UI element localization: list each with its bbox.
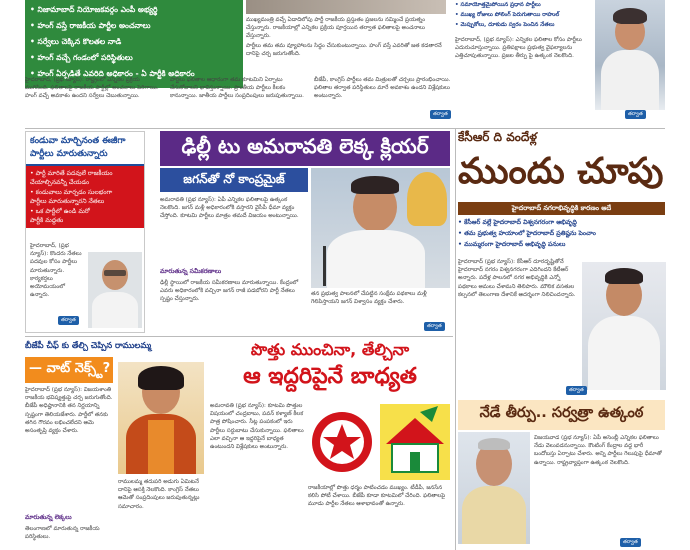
top-right-article: హైదరాబాద్, (ప్రభ న్యూస్): ఎన్నికల ఫలితాల కోసం పార్టీలు ఎదురుచూస్తున్నాయి. ప్రతిపక్షాలు ప్రభుత్వ వైఫల్యాలను ఎత్తిచూపుతున్నాయి. ప్రజల తీర్పు పై ఉత్కంఠ నెలకొంది. — [455, 37, 582, 60]
kanduva-bullet: పార్టీలు మారుతున్నారని నేతలు — [30, 198, 105, 206]
bjp-article-2: తెలంగాణలో మారుతున్న రాజకీయ పరిస్థితులు. — [25, 526, 100, 541]
column-divider — [455, 128, 456, 550]
pottu-article-col1: అమరావతి (ప్రభ న్యూస్): కూటమి పొత్తుల విషయంలో చంద్రబాబు, పవన్ కళ్యాణ్ కీలక పాత్ర పోషించారు. సీట్ల పంపకంలో ఇరు పార్టీలు సర్దుబాటు చేసుకున్నాయి. ఫలితాలు ఎలా వచ్చినా ఆ ఇద్దరిపైనే బాధ్యత ఉంటుందని విశ్లేషకులు అంటున్నారు. — [210, 403, 304, 451]
venkaiah-photo — [88, 252, 142, 328]
kcr-kicker: కేసీఆర్ ది వందేళ్ల — [458, 130, 538, 144]
pottu-headline-1: పొత్తు ముంచినా, తేల్చినా — [250, 340, 410, 359]
rahul-photo — [595, 0, 665, 110]
kcr-strap-bar — [458, 202, 665, 215]
bjp-headline-bar — [25, 357, 113, 383]
top-bullet: • సర్వేలు చెక్కిన కొలతల నాడి — [30, 37, 122, 46]
kanduva-bullet: • ఒక పార్టీలో ఉండి మరో — [30, 207, 90, 215]
kanduva-box — [25, 131, 145, 333]
kanduva-bullet: చేయాల్సినవన్నీ చేయడం — [30, 179, 90, 187]
top-bullet: • హంగ్ వచ్చే గండంలో పరిస్థితులు — [30, 53, 133, 62]
row-divider — [25, 336, 453, 337]
top-center-article: ముఖ్యమంత్రి వచ్చే ఏడాదిలోపు పార్టీ రాజకీయ ప్రస్తుతం ప్రజలను నమ్మించే ప్రయత్నం చేస్తున్నారు. రాజకీయాల్లో ఎన్నికల ప్రక్రియ పూర్తయిన తర్వాత ఫలితాలపై అంచనాలు వేస్తున్నారు. పార్టీలు తమ తమ వ్యూహాలను సిద్ధం చేసుకుంటున్నాయి. హంగ్ వస్తే ఎవరితో జత కడతారనే దానిపై చర్చ జరుగుతోంది. — [246, 0, 446, 92]
kanduva-bullet: పార్టీకి మద్దతు — [30, 217, 64, 225]
ktr-photo — [582, 262, 666, 390]
kcr-bullets — [458, 217, 665, 257]
top-right-bullet: • సమాయోత్తమైపోయిన ప్రధాన పార్టీలు — [455, 2, 541, 8]
bjp-section-label: మారుతున్న లెక్కలు — [25, 514, 72, 521]
kanduva-bullets — [26, 166, 144, 228]
delhi-section-label: మారుతున్న సమీకరణాలు — [160, 268, 222, 275]
delhi-subhead-text: జగన్‌తో నో కాంప్రమైజ్ — [183, 171, 285, 186]
nede-article: విజయవాడ (ప్రభ న్యూస్): ఏపీ అసెంబ్లీ ఎన్నికల ఫలితాలు నేడు వెలువడనున్నాయి. కౌంటింగ్ కేంద్రాల వద్ద భారీ బందోబస్తు ఏర్పాటు చేశారు. అన్ని పార్టీలు గెలుపుపై ధీమాతో ఉన్నాయి. రాష్ట్రవ్యాప్తంగా ఉత్కంఠ నెలకొంది. — [534, 435, 662, 466]
tdp-logo — [380, 404, 450, 480]
nede-headline: నేడే తీర్పు.. సర్వత్రా ఉత్కంఠ — [479, 405, 644, 421]
kcr-bullet: • ముమ్మరంగా హైదరాబాద్ అభివృద్ధి పనులు — [458, 241, 566, 248]
top-left-bullets-box — [25, 0, 243, 88]
janasena-logo — [308, 404, 376, 480]
next-button[interactable]: తర్వాత — [620, 538, 641, 547]
left-article-top: హైదరాబాద్, (ప్రభ న్యూస్): రాష్ట్రంలో ఎన్నికల ప్రక్రియ ముగిసింది. ఫలితాలపై రాజకీయ పార్టీల్లో అంచనాలు పెరిగాయి. హంగ్ వచ్చే అవకాశం ఉందని సర్వేలు చెబుతున్నాయి. — [25, 77, 159, 100]
kanduva-title — [26, 132, 144, 166]
pottu-article-col2: రాజకీయాల్లో పొత్తు ధర్మం పాటించడం ముఖ్యం. టీడీపీ, జనసేన కలిసి పోటీ చేశాయి. బీజేపీ కూడా కూటమిలో చేరింది. ఫలితాలపై మూడు పార్టీల నేతలు ఆశాభావంతో ఉన్నారు. — [308, 485, 446, 508]
center-article-top: పార్టీలు ఫలితాల ఆధారంగా తమ కూటమిని ఏర్పాటు చేసుకోవాలని భావిస్తున్నాయి. ప్రాంతీయ పార్టీలు కీలకం కానున్నాయి. జాతీయ పార్టీలు సంప్రదింపులు జరుపుతున్నాయి. — [170, 77, 304, 100]
next-button[interactable]: తర్వాత — [566, 386, 587, 395]
row-divider — [25, 128, 665, 129]
chandrababu-photo — [458, 432, 530, 544]
kcr-bullet: • తమ ప్రభుత్వ హయాంలో హైదరాబాద్ ప్రతిష్టను పెంచాం — [458, 230, 596, 237]
bjp-article-3: రాములమ్మ తదుపరి అడుగు ఏమిటనే దానిపై ఆసక్తి నెలకొంది. కాంగ్రెస్ నేతలు ఆమెతో సంప్రదింపులు జరుపుతున్నట్లు సమాచారం. — [118, 479, 200, 510]
delhi-article-col2: ఢిల్లీ స్థాయిలో రాజకీయ సమీకరణాలు మారుతున్నాయి. కేంద్రంలో ఎవరు అధికారంలోకి వచ్చినా జగన్ రాజీ పడబోరని పార్టీ నేతలు స్పష్టం చేస్తున్నారు. — [160, 280, 299, 303]
top-bullet: • హంగ్ వస్తే రాజకీయ పార్టీల అంచనాలు — [30, 21, 151, 30]
bjp-strap: బీజేపీ చీఫ్ కు తేల్చి చెప్పిన రాములమ్మ — [25, 340, 152, 350]
delhi-subhead — [160, 168, 308, 192]
next-button[interactable]: తర్వాత — [58, 316, 79, 325]
pottu-headline-2: ఆ ఇద్దరిపైనే బాధ్యత — [243, 364, 417, 389]
kanduva-bullet: • కండువాలు మార్చడం సులభంగా — [30, 188, 113, 196]
top-photo-strip — [246, 0, 446, 14]
tdp-bicycle-house-icon — [380, 404, 450, 480]
kcr-headline: ముందు చూపు — [458, 151, 664, 192]
kcr-strap: హైదరాబాద్ నగరాభివృద్ధికి కారణం ఆదే — [511, 203, 612, 212]
top-right-bullets — [455, 0, 593, 34]
bjp-headline: — వాట్ నెక్స్ట్? — [29, 361, 111, 376]
delhi-headline: ఢిల్లీ టు అమరావతి లెక్క క్లియర్ — [181, 134, 429, 158]
delhi-headline-bar — [160, 131, 450, 166]
nede-headline-bar — [458, 400, 665, 430]
center-article-top-2: బీజేపీ, కాంగ్రెస్ పార్టీలు తమ మిత్రులతో చర్చలు ప్రారంభించాయి. ఫలితాల తర్వాత పరిస్థితులు మారే అవకాశం ఉందని విశ్లేషకులు అంటున్నారు. — [314, 77, 451, 100]
kanduva-bullet: • పార్టీ మారితే పదవులే రాజకీయం — [30, 170, 113, 177]
bjp-article: హైదరాబాద్ (ప్రభ న్యూస్): విజయశాంతి రాజకీయ భవిష్యత్తుపై చర్చ జరుగుతోంది. బీజేపీ అధిష్టానానికి తన నిర్ణయాన్ని స్పష్టంగా తెలియజేశారు. పార్టీలో తనకు తగిన గౌరవం లభించలేదని ఆమె అసంతృప్తి వ్యక్తం చేశారు. — [25, 387, 113, 435]
kcr-bullet: • కేసీఆర్ వల్లే హైదరాబాద్ విశ్వనగరంగా అభివృద్ధి — [458, 219, 577, 226]
kanduva-title-line: పార్టీలు మారుతున్నారు — [30, 149, 108, 159]
next-button[interactable]: తర్వాత — [424, 322, 445, 331]
janasena-glass-icon — [308, 404, 376, 480]
top-bullet: • నిజామాబాద్ నియోజకవర్గం ఎంపీ అభ్యర్థి — [30, 5, 158, 14]
top-bullet: • హంగ్ ఏర్పడితే ఎవరిది అధికారం - ఏ పార్టీకి అధికారం — [30, 69, 195, 78]
next-button[interactable]: తర్వాత — [430, 110, 451, 119]
vijayashanti-photo — [118, 362, 204, 474]
delhi-article-col3: తన ప్రభుత్వ పాలనలో చేపట్టిన సంక్షేమ పథకాలు మళ్లీ గెలిపిస్తాయని జగన్ విశ్వాసం వ్యక్తం చేశారు. — [311, 291, 427, 306]
next-button[interactable]: తర్వాత — [625, 110, 646, 119]
kcr-article: హైదరాబాద్ (ప్రభ న్యూస్): కేసీఆర్ దూరదృష్టితోనే హైదరాబాద్ నగరం విశ్వనగరంగా ఎదిగిందని కేటీఆర్ అన్నారు. పదేళ్ల పాలనలో నగర అభివృద్ధికి ఎన్నో పథకాలు అమలు చేశామని తెలిపారు. మౌలిక వసతుల కల్పనలో తెలంగాణ దేశానికే ఆదర్శంగా నిలిచిందన్నారు. — [458, 259, 576, 298]
top-right-bullet: • ముఖ్య రోజులు పోలింగ్ పెరుగుతాయి రాహుల్ — [455, 12, 560, 18]
top-right-bullet: • మెప్పుకోలు, దూకుడు స్వరం పెంచిన నేతలు — [455, 22, 555, 28]
jagan-photo — [311, 168, 450, 288]
delhi-article-col1: అమరావతి (ప్రభ న్యూస్): ఏపీ ఎన్నికల ఫలితాలపై ఉత్కంఠ నెలకొంది. జగన్ మళ్లీ అధికారంలోకి వస్తారని వైసీపీ ధీమా వ్యక్తం చేస్తోంది. కూటమి పార్టీలు మాత్రం తమదే విజయం అంటున్నాయి. — [160, 197, 299, 220]
kanduva-title-line: కండువా మార్చినంత ఈజీగా — [30, 136, 126, 146]
kanduva-body: హైదరాబాద్, (ప్రభ న్యూస్): కొందరు నేతలు పదవుల కోసం పార్టీలు మారుతున్నారు. కార్యకర్తలు అయోమయంలో ఉన్నారు. — [30, 243, 82, 299]
